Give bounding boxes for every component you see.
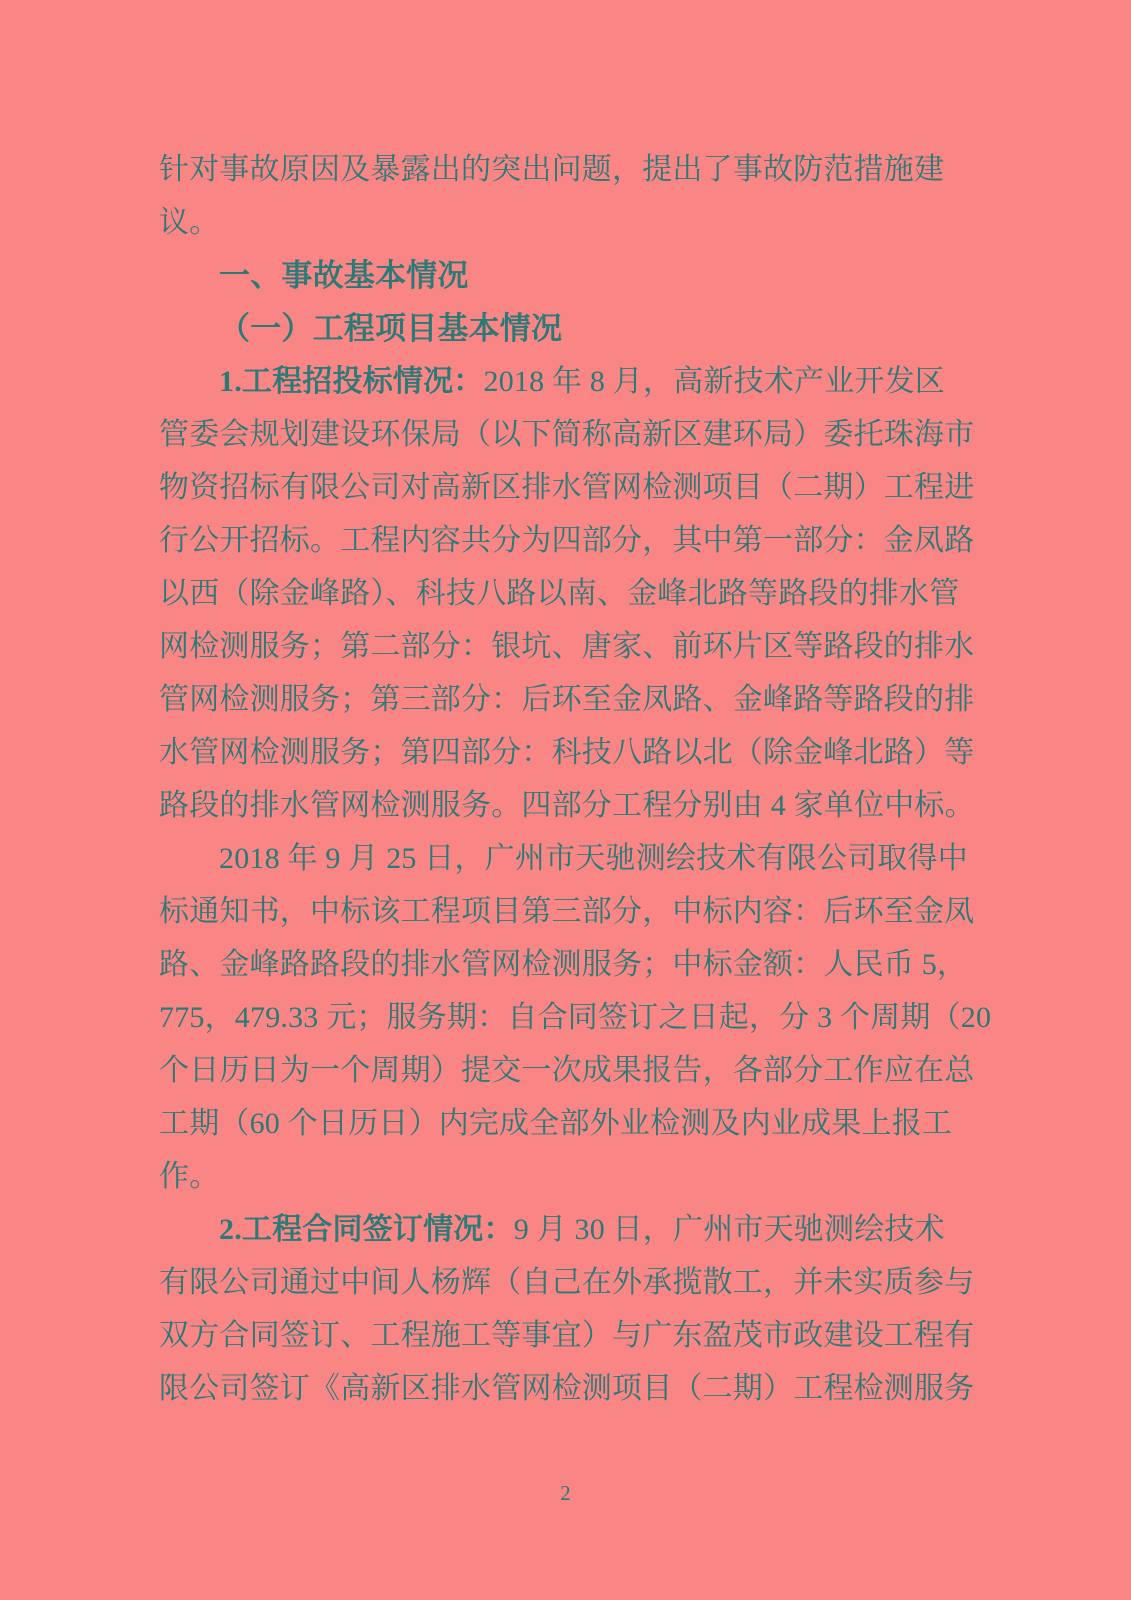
body-line	[159, 1203, 973, 1256]
body-line: 针对事故原因及暴露出的突出问题，提出了事故防范措施建	[159, 153, 945, 186]
page-footer	[0, 1478, 1131, 1508]
body-line: 限公司签订《高新区排水管网检测项目（二期）工程检测服务	[159, 1372, 975, 1405]
document-body	[159, 143, 992, 1415]
body-line: 工期（60 个日历日）内完成全部外业检测及内业成果上报工	[159, 1107, 953, 1140]
body-line: 管网检测服务；第三部分：后环至金凤路、金峰路等路段的排	[159, 683, 975, 716]
body-line: 标通知书，中标该工程项目第三部分，中标内容：后环至金凤	[159, 895, 975, 928]
body-line: 作。	[159, 1160, 220, 1193]
body-line: 双方合同签订、工程施工等事宜）与广东盈茂市政建设工程有	[159, 1319, 975, 1352]
body-line: 有限公司通过中间人杨辉（自己在外承揽散工，并未实质参与	[159, 1266, 975, 1299]
paragraph-text: 9 月 30 日，广州市天驰测绘技术	[513, 1213, 945, 1246]
body-line: 行公开招标。工程内容共分为四部分，其中第一部分：金凤路	[159, 524, 975, 557]
body-line	[159, 355, 973, 408]
body-line: 个日历日为一个周期）提交一次成果报告，各部分工作应在总	[159, 1054, 975, 1087]
body-line: 路、金峰路路段的排水管网检测服务；中标金额：人民币 5，	[159, 948, 968, 981]
paragraph-bold-lead: 2.工程合同签订情况：	[219, 1213, 514, 1246]
body-line: 物资招标有限公司对高新区排水管网检测项目（二期）工程进	[159, 471, 975, 504]
body-line: 以西（除金峰路）、科技八路以南、金峰北路等路段的排水管	[159, 577, 960, 610]
body-line: 管委会规划建设环保局（以下简称高新区建环局）委托珠海市	[159, 418, 975, 451]
body-line: 路段的排水管网检测服务。四部分工程分别由 4 家单位中标。	[159, 789, 975, 822]
paragraph-text: 2018 年 8 月，高新技术产业开发区	[483, 365, 945, 398]
body-line: 网检测服务；第二部分：银坑、唐家、前环片区等路段的排水	[159, 630, 975, 663]
body-line: 议。	[159, 206, 220, 239]
page-number: 2	[560, 1481, 571, 1505]
paragraph-bold-lead: 1.工程招投标情况：	[219, 365, 484, 398]
section-heading: 一、事故基本情况	[219, 258, 469, 293]
body-line: 775，479.33 元；服务期：自合同签订之日起，分 3 个周期（20	[159, 1001, 992, 1034]
subsection-heading: （一）工程项目基本情况	[219, 311, 563, 346]
body-line: 2018 年 9 月 25 日，广州市天驰测绘技术有限公司取得中	[219, 842, 968, 875]
body-line: 水管网检测服务；第四部分：科技八路以北（除金峰北路）等	[159, 736, 975, 769]
